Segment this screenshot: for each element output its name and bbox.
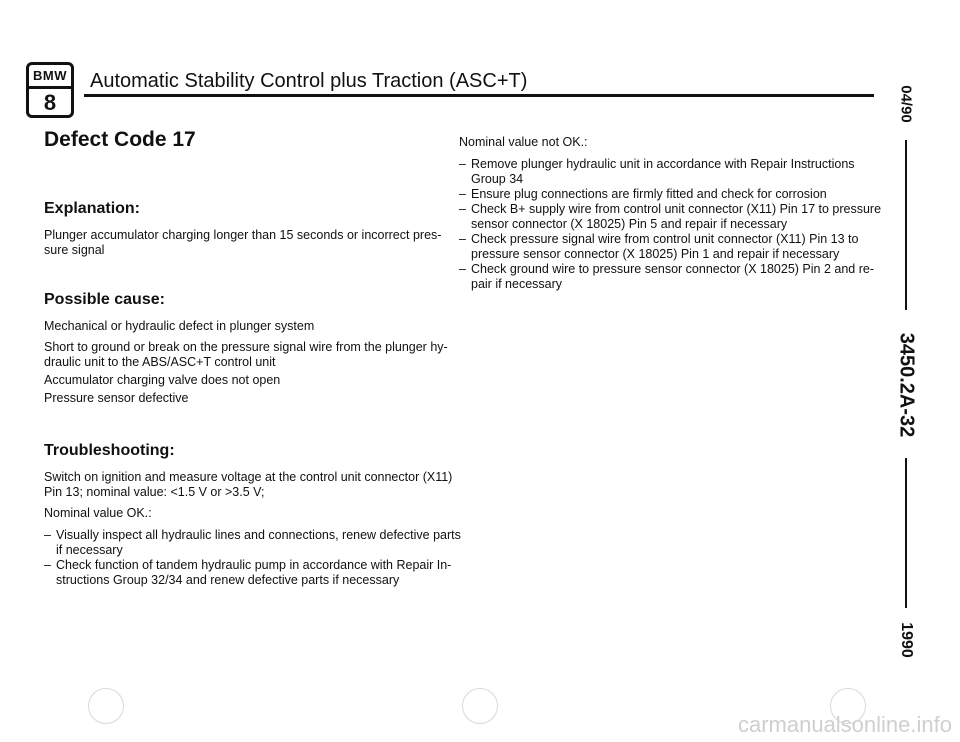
side-year: 1990 — [898, 622, 915, 658]
side-code: 3450.2A-32 — [895, 332, 918, 438]
troubleshooting-line: Switch on ignition and measure voltage at the control unit connector (X11) — [44, 470, 453, 484]
explanation-line: sure signal — [44, 243, 105, 257]
cause-line: Short to ground or break on the pressure signal wire from the plunger hy- — [44, 340, 448, 354]
cause-item: Pressure sensor defective — [44, 391, 189, 405]
step-line: Remove plunger hydraulic unit in accordance with Repair Instructions — [471, 157, 855, 171]
explanation-line: Plunger accumulator charging longer than 15 seconds or incorrect pres- — [44, 228, 442, 242]
nominal-ok-label: Nominal value OK.: — [44, 506, 152, 520]
step-line: sensor connector (X 18025) Pin 5 and repair if necessary — [471, 217, 788, 231]
list-item — [459, 262, 881, 292]
header-rule — [84, 94, 874, 97]
explanation-text — [44, 228, 441, 258]
troubleshooting-heading: Troubleshooting: — [44, 442, 175, 459]
defect-title: Defect Code 17 — [44, 128, 196, 151]
cause-item — [44, 340, 448, 370]
page-header-title: Automatic Stability Control plus Traction (ASC+T) — [90, 70, 528, 92]
troubleshooting-line: Pin 13; nominal value: <1.5 V or >3.5 V; — [44, 485, 265, 499]
punch-hole — [462, 688, 498, 724]
possible-cause-heading: Possible cause: — [44, 291, 165, 308]
list-item — [459, 157, 881, 187]
cause-item: Mechanical or hydraulic defect in plunger system — [44, 319, 315, 333]
nominal-not-ok-label: Nominal value not OK.: — [459, 135, 588, 149]
watermark: carmanualsonline.info — [737, 712, 952, 737]
nominal-ok-steps — [44, 528, 461, 588]
step-line: structions Group 32/34 and renew defective parts if necessary — [56, 573, 400, 587]
list-item — [459, 232, 881, 262]
list-item — [459, 187, 881, 202]
logo-brand: BMW — [29, 65, 71, 89]
side-margin — [886, 0, 926, 742]
step-line: Group 34 — [471, 172, 524, 186]
step-line: Check function of tandem hydraulic pump in accordance with Repair In- — [56, 558, 452, 572]
punch-hole — [88, 688, 124, 724]
step-line: pressure sensor connector (X 18025) Pin 1 and repair if necessary — [471, 247, 840, 261]
step-line: if necessary — [56, 543, 123, 557]
nominal-not-ok-steps — [459, 157, 881, 292]
bmw-logo — [26, 62, 74, 118]
step-line: Visually inspect all hydraulic lines and connections, renew defective parts — [56, 528, 461, 542]
step-line: Ensure plug connections are firmly fitted and check for corrosion — [471, 187, 827, 201]
cause-line: draulic unit to the ABS/ASC+T control unit — [44, 355, 276, 369]
logo-series: 8 — [43, 90, 57, 115]
explanation-heading: Explanation: — [44, 200, 141, 217]
list-item — [459, 202, 881, 232]
side-rule-1 — [905, 140, 907, 310]
list-item — [44, 528, 461, 558]
troubleshooting-text — [44, 470, 452, 500]
step-line: pair if necessary — [471, 277, 563, 291]
side-date: 04/90 — [897, 85, 915, 123]
list-item — [44, 558, 461, 588]
step-line: Check B+ supply wire from control unit connector (X11) Pin 17 to pressure — [471, 202, 882, 216]
side-rule-2 — [905, 458, 907, 608]
step-line: Check ground wire to pressure sensor connector (X 18025) Pin 2 and re- — [471, 262, 874, 276]
step-line: Check pressure signal wire from control unit connector (X11) Pin 13 to — [471, 232, 859, 246]
cause-item: Accumulator charging valve does not open — [44, 373, 281, 387]
